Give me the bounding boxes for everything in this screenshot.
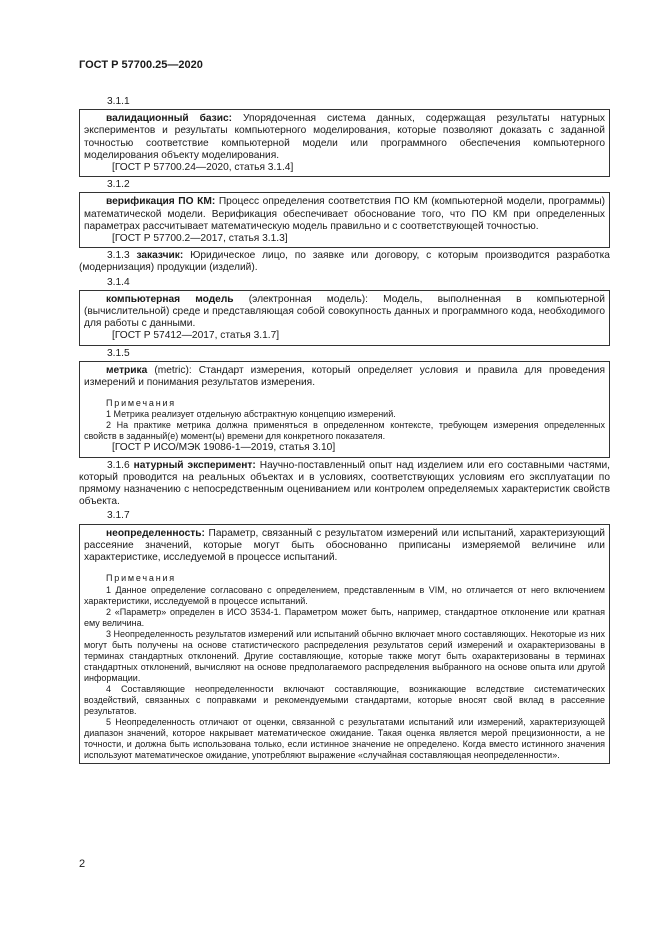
term-reference: [ГОСТ Р 57412—2017, статья 3.1.7] [112,330,280,342]
note: 5 Неопределенность отличают от оценки, связанной с результатами испытаний или измерений, характеризующей диапазон значений, которое накрывает математическое ожидание. Такая оценка является мерой прецизионности, а не точности, и должна быть использована только, если истинное значение не определено. Когда вместо истинного значения используют математическое ожидание, употребляют выражение «случайная составляющая неопределенности». [84,716,605,760]
note: 1 Данное определение согласовано с определением, представленным в VIM, но отличается от него включением характеристики, исследуемой в процессе испытаний. [84,584,605,606]
term-definition: верификация ПО КМ: Процесс определения соответствия ПО КМ (компьютерной модели, программы) математической модели. Верификация обеспечивает обоснование того, что ПО КМ при определенных параметрах рассчитывает математическую модель правильно и с соответствующей точностью. [84,196,605,232]
term-box-verification [79,192,610,248]
term-reference: [ГОСТ Р 57700.2—2017, статья 3.1.3] [112,233,288,245]
document-body [79,94,610,764]
term-box-uncertainty [79,524,610,764]
note: 2 На практике метрика должна применяться в определенном контексте, требующем измерения определенных свойств в заданный(е) момент(ы) времени для конкретного показателя. [84,420,605,442]
document-header: ГОСТ Р 57700.25—2020 [79,59,203,71]
term-paragraph-field-experiment: 3.1.6 натурный эксперимент: Научно-поставленный опыт над изделием или его составными частями, который проводится на реальных объектах и в условиях, соответствующих условиям его эксплуатации по прямому назначению с непосредственным оцениванием или контролем определяемых характеристик свойств объекта. [79,459,611,508]
term-reference: [ГОСТ Р 57700.24—2020, статья 3.1.4] [112,162,294,174]
term-name: неопределенность: [106,527,205,539]
term-reference: [ГОСТ Р ИСО/МЭК 19086-1—2019, статья 3.10] [112,442,336,454]
term-number: 3.1.2 [107,179,130,191]
notes-title: Примечания [106,573,176,584]
page-number: 2 [79,858,86,870]
term-box-computer-model [79,290,610,346]
term-name: метрика [106,364,148,376]
term-paragraph-customer: 3.1.3 заказчик: Юридическое лицо, по заявке или договору, с которым производится разработка (модернизация) продукции (изделий). [79,250,610,274]
term-definition: неопределенность: Параметр, связанный с результатом измерений или испытаний, характеризующий рассеяние значений, которые могут быть обоснованно приписаны измеряемой величине или характеристике, исследуемой в процессе испытаний. [84,527,605,564]
term-name: компьютерная модель [106,293,234,305]
notes-title: Примечания [106,398,176,409]
note: 1 Метрика реализует отдельную абстрактную концепцию измерений. [106,409,396,420]
note: 4 Составляющие неопределенности включают составляющие, возникающие вследствие систематических воздействий, связанных с поправками и рекомендуемыми стандартами, которые вносят свой вклад в рассеяние результатов. [84,683,605,716]
note: 2 «Параметр» определен в ИСО 3534-1. Параметром может быть, например, стандартное отклонение или кратная ему величина. [84,606,605,628]
term-name: заказчик: [136,250,184,262]
term-box-metric [79,361,610,458]
term-definition: компьютерная модель (электронная модель): Модель, выполненная в компьютерной (вычислительной) среде и представляющая собой совокупность данных и программного кода, необходимого для работы с данными. [84,293,605,330]
term-name: натурный эксперимент: [133,459,256,471]
term-name: валидационный базис: [106,113,233,125]
term-number: 3.1.1 [107,96,130,107]
term-box-validation-basis [79,109,610,177]
term-number: 3.1.7 [107,510,130,522]
note: 3 Неопределенность результатов измерений или испытаний обычно включает много составляющих. Некоторые из них могут быть получены на основе статистического распределения результатов серий измерений и охарактеризованы в терминах стандартных отклонений. Другие составляющие, которые также могут быть охарактеризованы в терминах стандартных отклонений, вычисляют на основе предполагаемого распределения выбранного на основе опыта или другой информации. [84,628,605,683]
term-name: верификация ПО КМ: [106,196,216,208]
term-definition: валидационный базис: Упорядоченная система данных, содержащая результаты натурных экспериментов и результаты компьютерного моделирования, которые позволяют доказать с заданной точностью соответствие компьютерной модели или программного обеспечения компьютерного моделирования объекту моделирования. [84,113,606,161]
term-number: 3.1.4 [107,276,130,288]
term-number: 3.1.5 [107,347,130,359]
term-definition: метрика (metric): Стандарт измерения, который определяет условия и правила для проведения измерений и понимания результатов измерения. [84,364,605,389]
